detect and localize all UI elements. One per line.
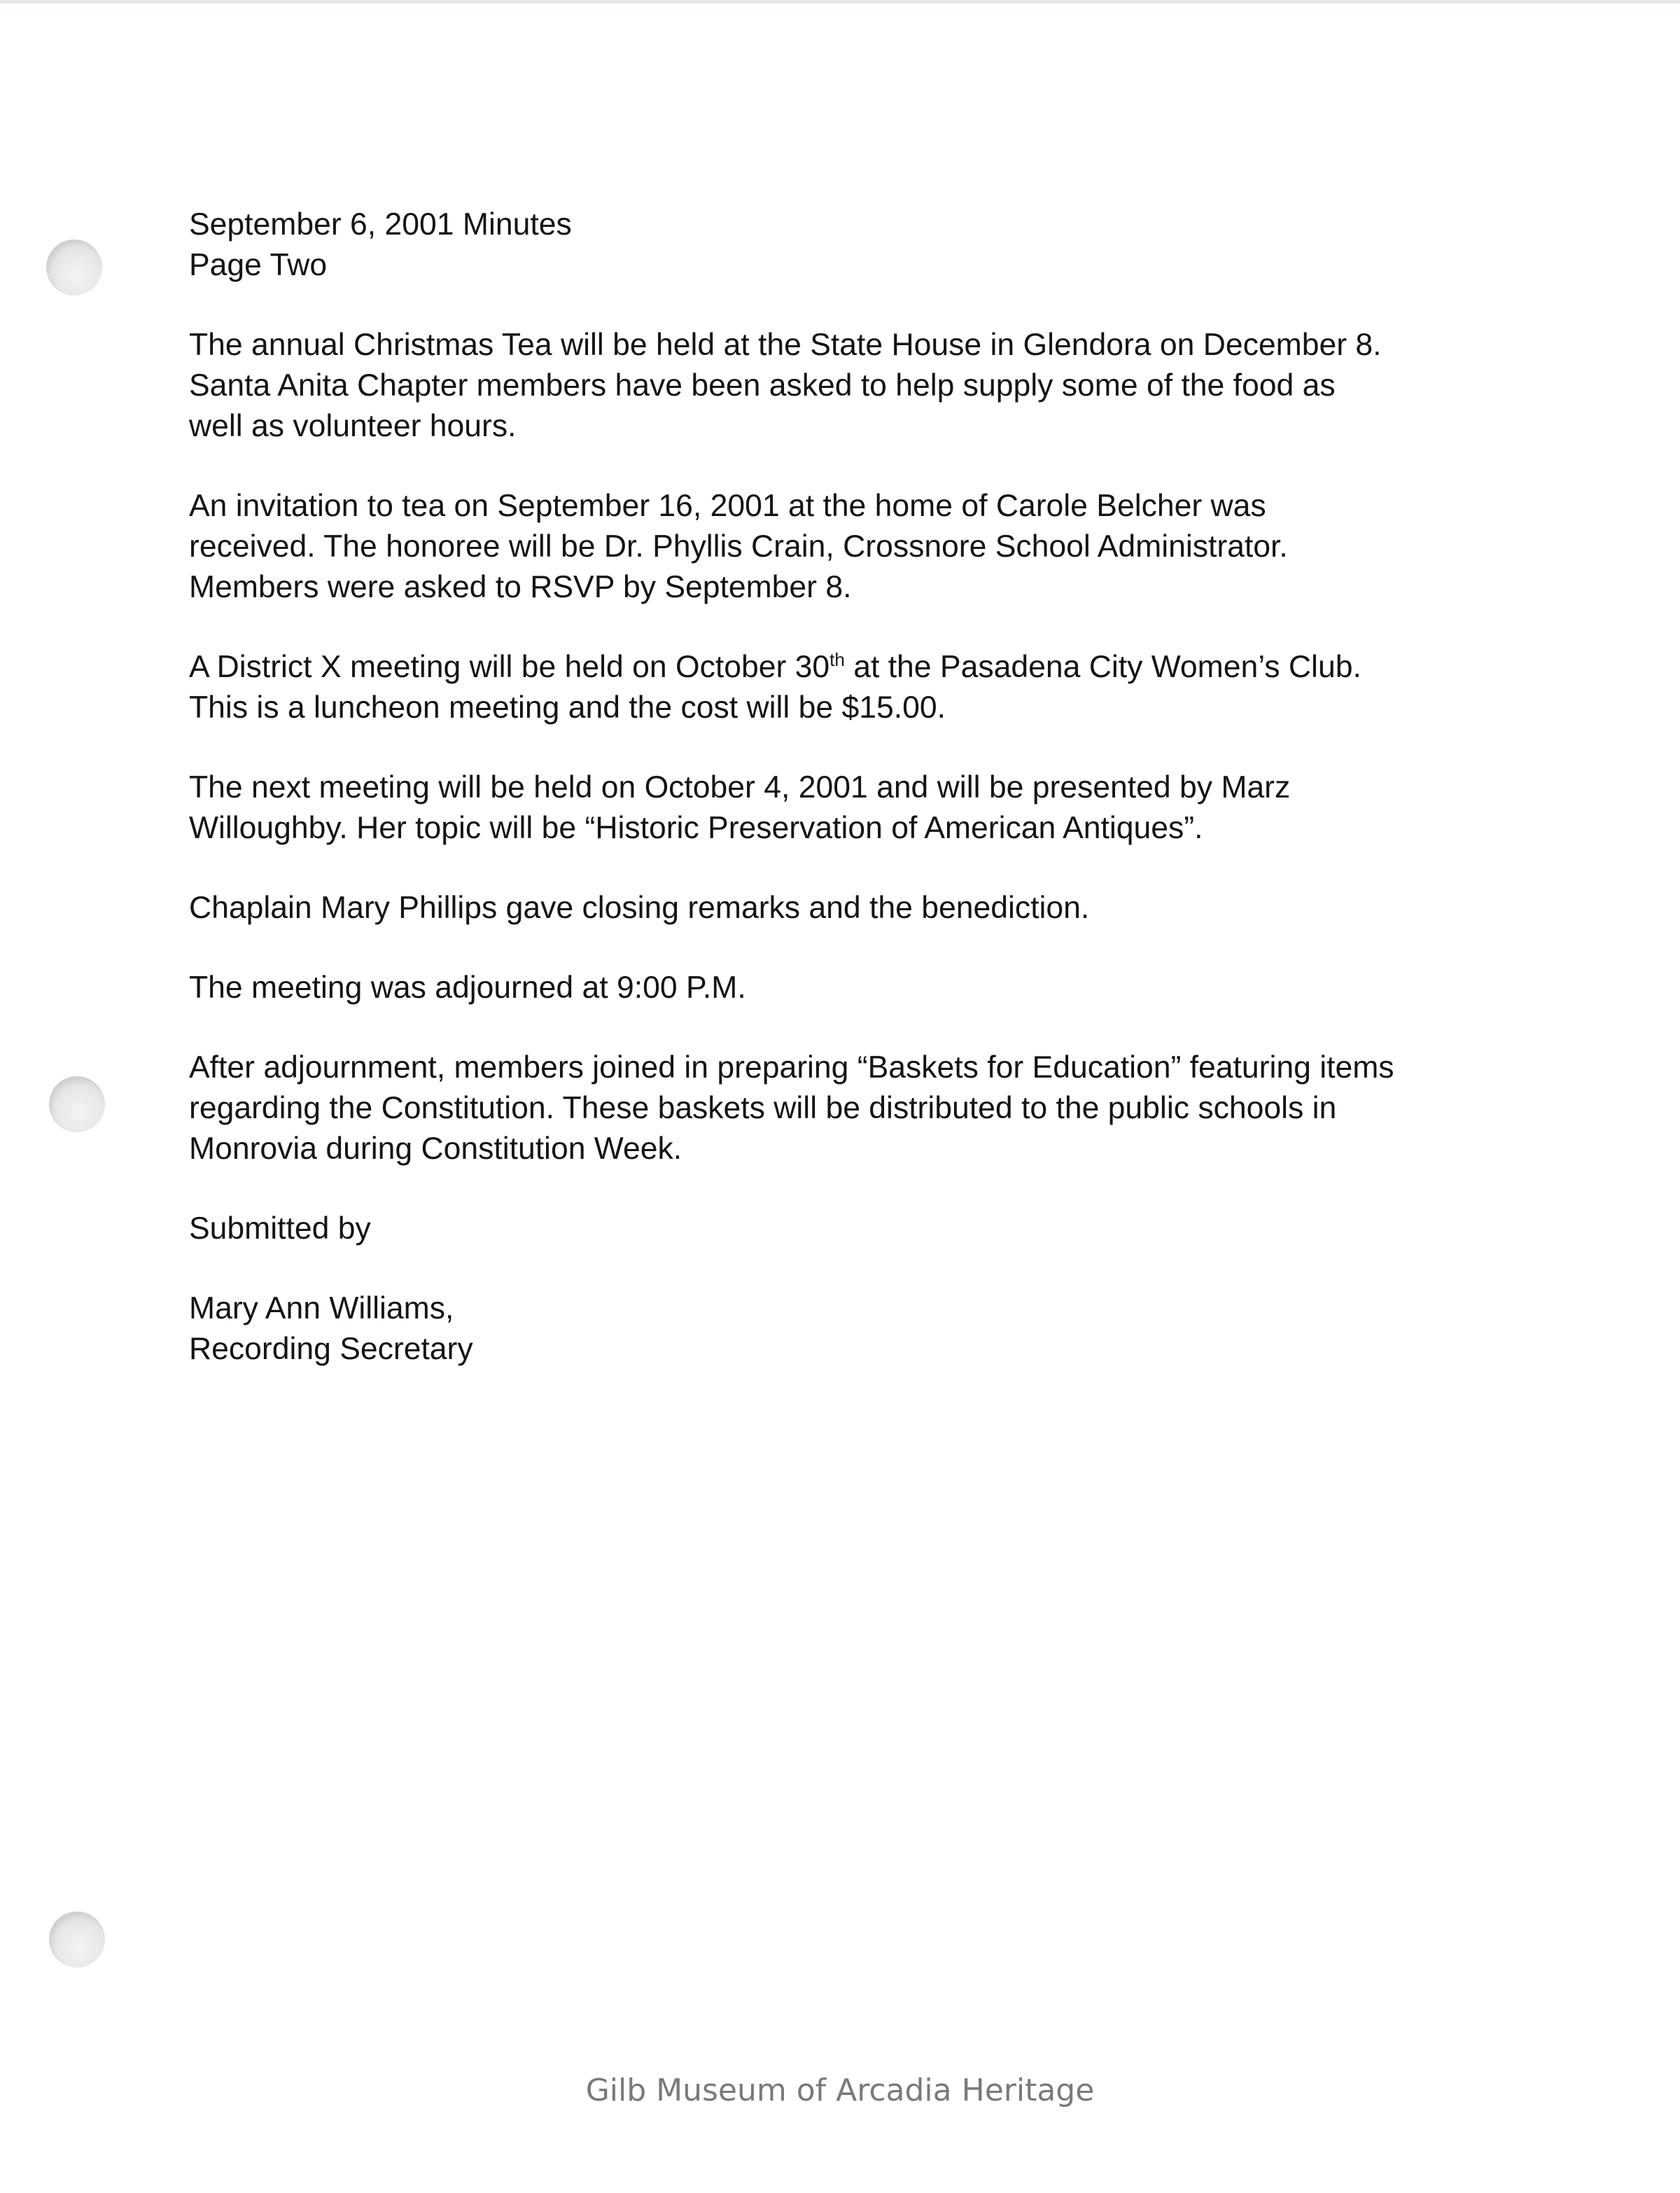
- paragraph-benediction: Chaplain Mary Phillips gave closing remarks and the benediction.: [189, 891, 1090, 925]
- museum-credit: Gilb Museum of Arcadia Heritage: [585, 2073, 1095, 2108]
- signature-block: [189, 1288, 1505, 1370]
- paragraph-baskets: After adjournment, members joined in preparing “Baskets for Education” featuring items regarding the Constitution. These baskets will be distributed to the public schools in Monrovia during Constitution Week.: [189, 1050, 1394, 1166]
- punch-hole: [49, 1076, 105, 1132]
- paragraph-next-meeting: The next meeting will be held on October 4, 2001 and will be presented by Marz Willoughby. Her topic will be “Historic Preservation of American Antiques”.: [189, 770, 1291, 845]
- paragraph-tea-invitation: An invitation to tea on September 16, 2001 at the home of Carole Belcher was received. The honoree will be Dr. Phyllis Crain, Crossnore School Administrator. Members were asked to RSVP by September 8.: [189, 489, 1288, 604]
- document-title: September 6, 2001 Minutes: [189, 207, 572, 242]
- page-top-edge: [0, 0, 1680, 4]
- document-body: [189, 204, 1505, 1409]
- punch-hole: [49, 1912, 105, 1968]
- page-label: Page Two: [189, 248, 328, 282]
- secretary-name: Mary Ann Williams,: [189, 1291, 454, 1325]
- document-header: [189, 204, 1505, 286]
- submitted-by: Submitted by: [189, 1211, 371, 1246]
- punch-hole: [46, 239, 102, 295]
- secretary-role: Recording Secretary: [189, 1332, 473, 1366]
- paragraph-district-meeting: A District X meeting will be held on October 30th at the Pasadena City Women’s Club. This is a luncheon meeting and the cost will be $15.00.: [189, 649, 1362, 725]
- paragraph-christmas-tea: The annual Christmas Tea will be held at the State House in Glendora on December 8. Santa Anita Chapter members have been asked to help supply some of the food as well as volunteer hours.: [189, 328, 1382, 443]
- paragraph-adjournment: The meeting was adjourned at 9:00 P.M.: [189, 970, 746, 1005]
